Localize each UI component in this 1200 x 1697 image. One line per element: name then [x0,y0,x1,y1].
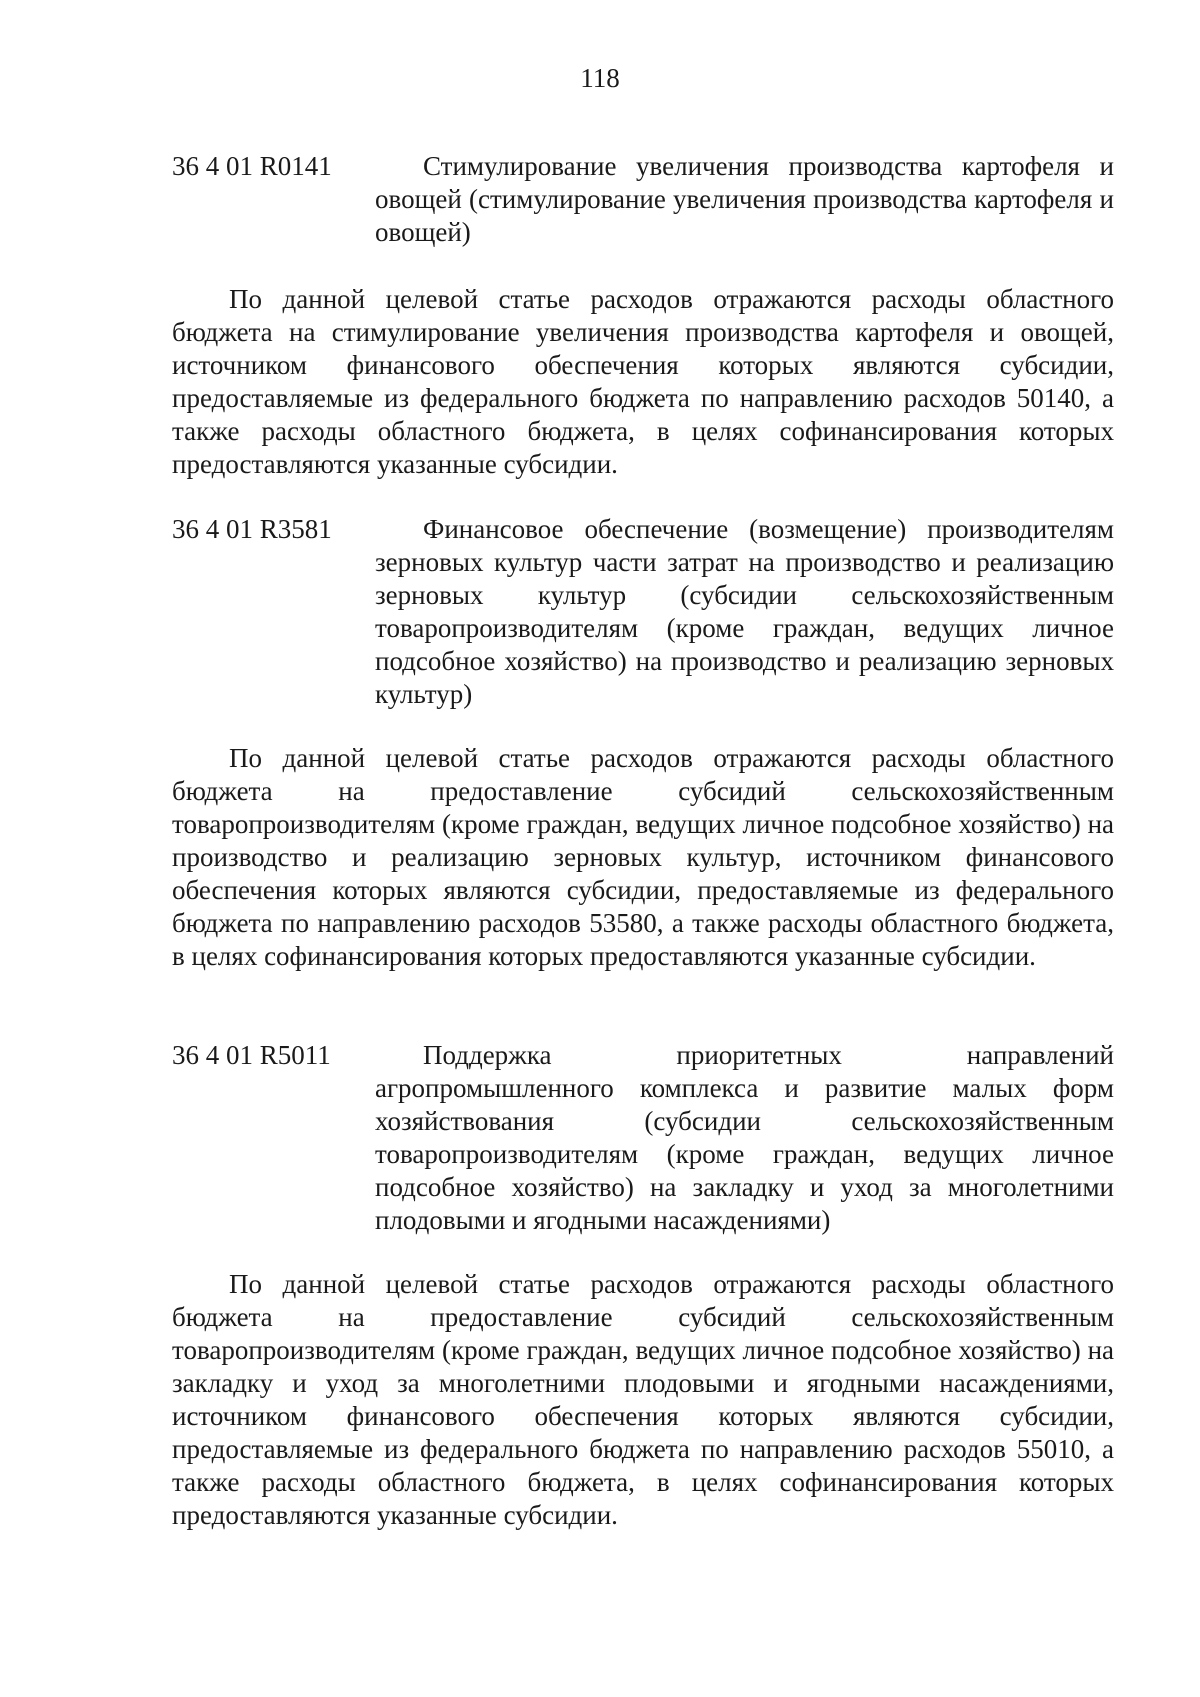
entry-description: По данной целевой статье расходов отражаются расходы областного бюджета на стимулирование увеличения производства картофеля и овощей, источником финансового обеспечения которых являются субсидии, предоставляемые из федерального бюджета по направлению расходов 50140, а также расходы областного бюджета, в целях софинансирования которых предоставляются указанные субсидии. [172,284,1114,479]
entry-code: 36 4 01 R3581 [172,514,332,544]
entry-code: 36 4 01 R5011 [172,1040,331,1070]
entry-code: 36 4 01 R0141 [172,151,332,181]
entry-title: Поддержка приоритетных направлений агропромышленного комплекса и развитие малых форм хозяйствования (субсидии сельскохозяйственным товаропроизводителям (кроме граждан, ведущих личное подсобное хозяйство) на закладку и уход за многолетними плодовыми и ягодными насаждениями) [375,1040,1114,1235]
page-number: 118 [580,63,620,93]
entry-description: По данной целевой статье расходов отражаются расходы областного бюджета на предоставление субсидий сельскохозяйственным товаропроизводителям (кроме граждан, ведущих личное подсобное хозяйство) на производство и реализацию зерновых культур, источником финансового обеспечения которых являются субсидии, предоставляемые из федерального бюджета по направлению расходов 53580, а также расходы областного бюджета, в целях софинансирования которых предоставляются указанные субсидии. [172,743,1114,971]
entry-title: Стимулирование увеличения производства картофеля и овощей (стимулирование увеличения производства картофеля и овощей) [375,151,1114,247]
entry-title: Финансовое обеспечение (возмещение) производителям зерновых культур части затрат на производство и реализацию зерновых культур (субсидии сельскохозяйственным товаропроизводителям (кроме граждан, ведущих личное подсобное хозяйство) на производство и реализацию зерновых культур) [375,514,1114,709]
entry-description: По данной целевой статье расходов отражаются расходы областного бюджета на предоставление субсидий сельскохозяйственным товаропроизводителям (кроме граждан, ведущих личное подсобное хозяйство) на закладку и уход за многолетними плодовыми и ягодными насаждениями, источником финансового обеспечения которых являются субсидии, предоставляемые из федерального бюджета по направлению расходов 55010, а также расходы областного бюджета, в целях софинансирования которых предоставляются указанные субсидии. [172,1269,1114,1530]
